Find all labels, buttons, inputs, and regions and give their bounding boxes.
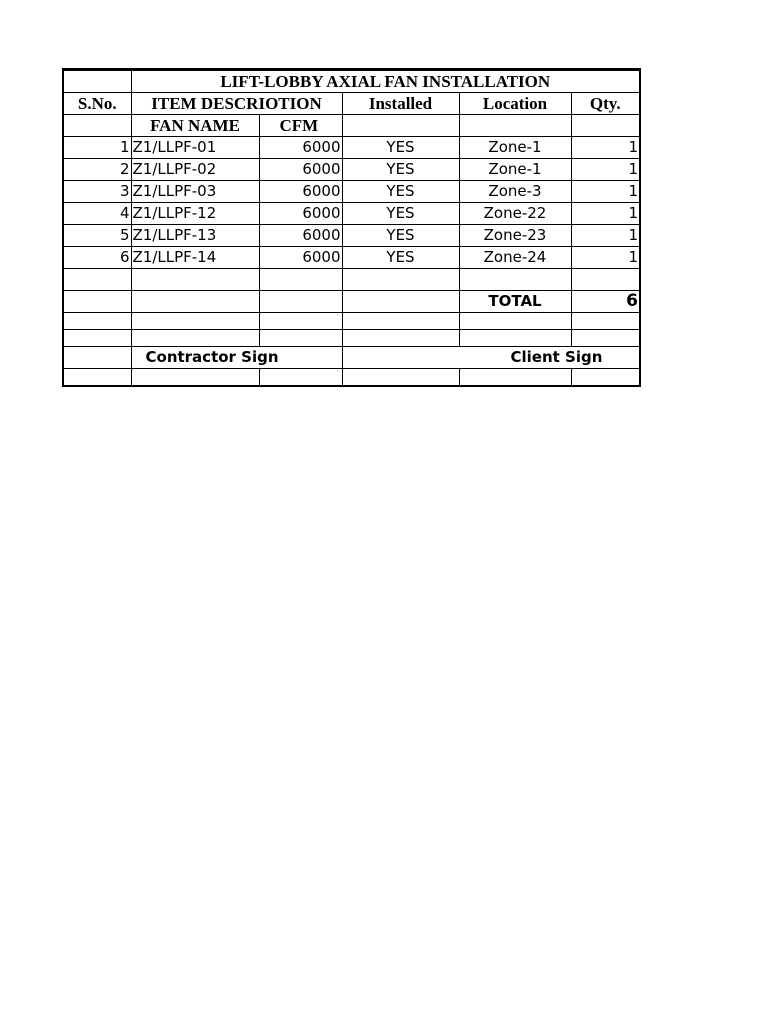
title-row <box>63 70 640 93</box>
row-installed: YES <box>342 247 459 269</box>
empty-row <box>63 369 640 387</box>
subheader-empty-cell <box>342 115 459 137</box>
row-location: Zone-22 <box>459 203 571 225</box>
empty-cell <box>131 269 259 291</box>
empty-row <box>63 330 640 347</box>
empty-cell <box>459 313 571 330</box>
empty-cell <box>131 313 259 330</box>
row-cfm: 6000 <box>259 247 342 269</box>
row-qty: 1 <box>571 225 640 247</box>
empty-cell <box>63 369 131 387</box>
row-fan-name: Z1/LLPF-02 <box>131 159 259 181</box>
header-fan-name: FAN NAME <box>131 115 259 137</box>
row-fan-name: Z1/LLPF-01 <box>131 137 259 159</box>
row-cfm: 6000 <box>259 225 342 247</box>
row-cfm: 6000 <box>259 159 342 181</box>
empty-cell <box>259 313 342 330</box>
empty-row <box>63 313 640 330</box>
row-sno: 4 <box>63 203 131 225</box>
row-fan-name: Z1/LLPF-14 <box>131 247 259 269</box>
empty-cell <box>131 291 259 313</box>
row-location: Zone-1 <box>459 159 571 181</box>
signature-spacer-cell <box>63 347 131 369</box>
row-location: Zone-1 <box>459 137 571 159</box>
client-sign-label: Client Sign <box>342 347 640 369</box>
row-location: Zone-24 <box>459 247 571 269</box>
empty-cell <box>259 330 342 347</box>
signature-row <box>63 347 640 369</box>
total-label: TOTAL <box>459 291 571 313</box>
header-location: Location <box>459 93 571 115</box>
table-row <box>63 225 640 247</box>
empty-cell <box>63 269 131 291</box>
empty-cell <box>459 369 571 387</box>
empty-cell <box>459 269 571 291</box>
row-location: Zone-23 <box>459 225 571 247</box>
header-sno: S.No. <box>63 93 131 115</box>
row-installed: YES <box>342 137 459 159</box>
table-row <box>63 247 640 269</box>
row-installed: YES <box>342 203 459 225</box>
row-sno: 3 <box>63 181 131 203</box>
empty-cell <box>571 330 640 347</box>
empty-cell <box>459 330 571 347</box>
contractor-sign-label: Contractor Sign <box>131 347 342 369</box>
empty-cell <box>63 291 131 313</box>
empty-cell <box>63 330 131 347</box>
row-sno: 5 <box>63 225 131 247</box>
row-installed: YES <box>342 159 459 181</box>
table-row <box>63 203 640 225</box>
table-row <box>63 137 640 159</box>
header-row <box>63 93 640 115</box>
subheader-empty-cell <box>63 115 131 137</box>
empty-cell <box>342 269 459 291</box>
row-cfm: 6000 <box>259 203 342 225</box>
empty-cell <box>342 313 459 330</box>
empty-cell <box>342 330 459 347</box>
row-fan-name: Z1/LLPF-03 <box>131 181 259 203</box>
empty-cell <box>571 269 640 291</box>
title-spacer-cell <box>63 70 131 93</box>
row-qty: 1 <box>571 247 640 269</box>
subheader-empty-cell <box>459 115 571 137</box>
header-qty: Qty. <box>571 93 640 115</box>
row-qty: 1 <box>571 159 640 181</box>
row-sno: 2 <box>63 159 131 181</box>
row-installed: YES <box>342 181 459 203</box>
empty-cell <box>131 330 259 347</box>
header-cfm: CFM <box>259 115 342 137</box>
row-qty: 1 <box>571 137 640 159</box>
table-row <box>63 159 640 181</box>
header-installed: Installed <box>342 93 459 115</box>
subheader-empty-cell <box>571 115 640 137</box>
total-value: 6 <box>571 291 640 313</box>
empty-cell <box>259 291 342 313</box>
row-fan-name: Z1/LLPF-12 <box>131 203 259 225</box>
subheader-row <box>63 115 640 137</box>
empty-row <box>63 269 640 291</box>
row-fan-name: Z1/LLPF-13 <box>131 225 259 247</box>
table-row <box>63 181 640 203</box>
empty-cell <box>571 313 640 330</box>
row-qty: 1 <box>571 203 640 225</box>
row-cfm: 6000 <box>259 181 342 203</box>
empty-cell <box>63 313 131 330</box>
empty-cell <box>259 269 342 291</box>
empty-cell <box>131 369 259 387</box>
row-location: Zone-3 <box>459 181 571 203</box>
row-sno: 6 <box>63 247 131 269</box>
row-qty: 1 <box>571 181 640 203</box>
row-sno: 1 <box>63 137 131 159</box>
sheet-title: LIFT-LOBBY AXIAL FAN INSTALLATION <box>131 70 640 93</box>
header-item-description: ITEM DESCRIOTION <box>131 93 342 115</box>
total-row <box>63 291 640 313</box>
empty-cell <box>571 369 640 387</box>
empty-cell <box>259 369 342 387</box>
fan-installation-table <box>62 68 641 387</box>
row-cfm: 6000 <box>259 137 342 159</box>
empty-cell <box>342 369 459 387</box>
row-installed: YES <box>342 225 459 247</box>
empty-cell <box>342 291 459 313</box>
